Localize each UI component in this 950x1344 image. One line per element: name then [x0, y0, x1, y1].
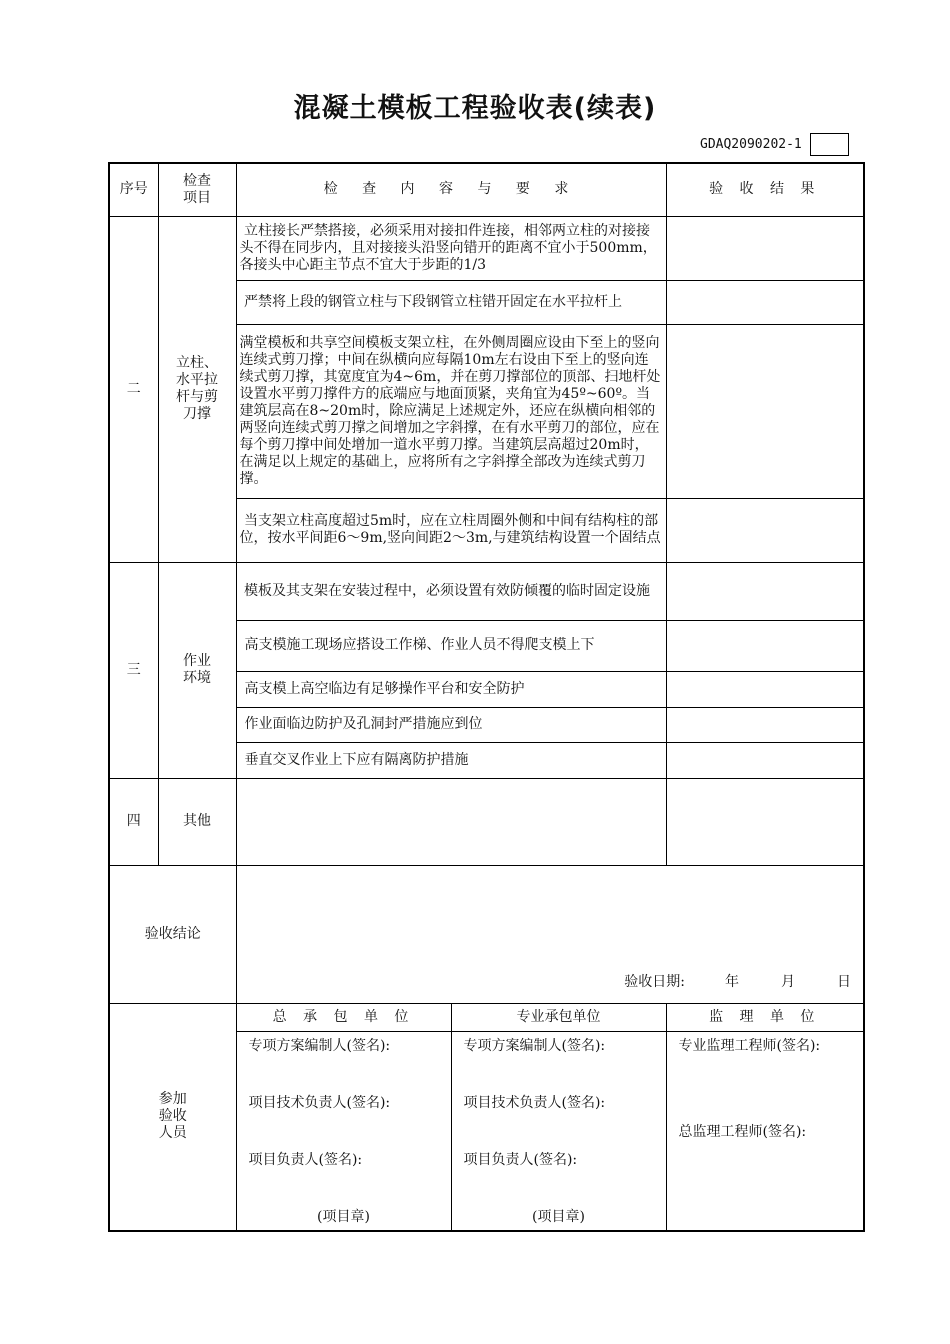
form-code: GDAQ2090202-1 [700, 137, 802, 152]
conclusion-row [109, 865, 864, 1003]
section-item: 作业 环境 [158, 562, 236, 778]
conclusion-label: 验收结论 [109, 865, 236, 1003]
project-seal: (项目章) [532, 1208, 585, 1225]
sign-manager: 项目负责人(签名): [463, 1151, 578, 1168]
general-contractor-title: 总 承 包 单 位 [236, 1003, 451, 1031]
project-seal: (项目章) [317, 1208, 370, 1225]
table-row [109, 778, 864, 865]
sign-scheme: 专项方案编制人(签名): [248, 1037, 391, 1054]
header-seq: 序号 [109, 163, 158, 216]
page-title: 混凝土模板工程验收表(续表) [293, 93, 657, 124]
sign-scheme: 专项方案编制人(签名): [463, 1037, 606, 1054]
special-contractor-title: 专业承包单位 [451, 1003, 666, 1031]
result-cell[interactable] [666, 620, 864, 671]
result-cell[interactable] [666, 742, 864, 778]
special-contractor-signatures[interactable] [451, 1031, 666, 1231]
table-header-row [109, 163, 864, 216]
inspection-table [108, 162, 865, 1232]
sign-tech: 项目技术负责人(签名): [248, 1094, 391, 1111]
section-seq: 四 [109, 778, 158, 865]
date-year: 年 [725, 973, 739, 990]
header-result: 验 收 结 果 [666, 163, 864, 216]
sign-manager: 项目负责人(签名): [248, 1151, 363, 1168]
section-seq: 二 [109, 216, 158, 562]
requirement-text: 立柱接长严禁搭接，必须采用对接扣件连接，相邻两立柱的对接接头不得在同步内，且对接接头沿竖向错开的距离不宜小于500mm，各接头中心距主节点不宜大于步距的1/3 [236, 216, 666, 280]
participants-label: 参加 验收 人员 [109, 1003, 236, 1231]
result-cell[interactable] [666, 562, 864, 620]
section-seq: 三 [109, 562, 158, 778]
section-item: 立柱、 水平拉 杆与剪 刀撑 [158, 216, 236, 562]
result-cell[interactable] [666, 778, 864, 865]
requirement-text: 高支模施工现场应搭设工作梯、作业人员不得爬支模上下 [236, 620, 666, 671]
section-item: 其他 [158, 778, 236, 865]
supervision-signatures[interactable] [666, 1031, 864, 1231]
header-content: 检 查 内 容 与 要 求 [236, 163, 666, 216]
requirement-text: 严禁将上段的钢管立柱与下段钢管立柱错开固定在水平拉杆上 [236, 280, 666, 324]
conclusion-cell[interactable] [236, 865, 864, 1003]
requirement-text: 模板及其支架在安装过程中，必须设置有效防倾覆的临时固定设施 [236, 562, 666, 620]
sign-chief-engineer: 总监理工程师(签名): [678, 1123, 807, 1140]
header-item: 检查 项目 [158, 163, 236, 216]
requirement-text: 满堂模板和共享空间模板支架立柱，在外侧周圈应设由下至上的竖向连续式剪刀撑；中间在纵横向应每隔10m左右设由下至上的竖向连续式剪刀撑，其宽度宜为4~6m，并在剪刀撑部位的顶部、扫地杆处设置水平剪刀撑件方的底端应与地面顶紧，夹角宜为45º~60º。当建筑层高在8~20m时，除应满足上述规定外，还应在纵横向相邻的两竖向连续式剪刀撑之间增加之字斜撑，在有水平剪刀的部位，应在每个剪刀撑中间处增加一道水平剪刀撑。当建筑层高超过20m时，在满足以上规定的基础上，应将所有之字斜撑全部改为连续式剪刀撑。 [236, 324, 666, 498]
requirement-text[interactable] [236, 778, 666, 865]
sign-supervising-engineer: 专业监理工程师(签名): [678, 1037, 821, 1054]
requirement-text: 垂直交叉作业上下应有隔离防护措施 [236, 742, 666, 778]
result-cell[interactable] [666, 671, 864, 707]
table-row [109, 216, 864, 280]
date-label: 验收日期: [624, 973, 685, 990]
participants-header-row [109, 1003, 864, 1031]
form-code-suffix-box[interactable] [810, 133, 849, 156]
result-cell[interactable] [666, 324, 864, 498]
requirement-text: 当支架立柱高度超过5m时，应在立柱周圈外侧和中间有结构柱的部位，按水平间距6～9m,竖向间距2～3m,与建筑结构设置一个固结点 [236, 498, 666, 562]
requirement-text: 高支模上高空临边有足够操作平台和安全防护 [236, 671, 666, 707]
date-day: 日 [837, 973, 851, 990]
date-month: 月 [781, 973, 795, 990]
supervision-title: 监 理 单 位 [666, 1003, 864, 1031]
sign-tech: 项目技术负责人(签名): [463, 1094, 606, 1111]
requirement-text: 作业面临边防护及孔洞封严措施应到位 [236, 707, 666, 742]
result-cell[interactable] [666, 216, 864, 280]
conclusion-date [237, 974, 864, 991]
result-cell[interactable] [666, 707, 864, 742]
general-contractor-signatures[interactable] [236, 1031, 451, 1231]
table-row [109, 562, 864, 620]
result-cell[interactable] [666, 498, 864, 562]
result-cell[interactable] [666, 280, 864, 324]
